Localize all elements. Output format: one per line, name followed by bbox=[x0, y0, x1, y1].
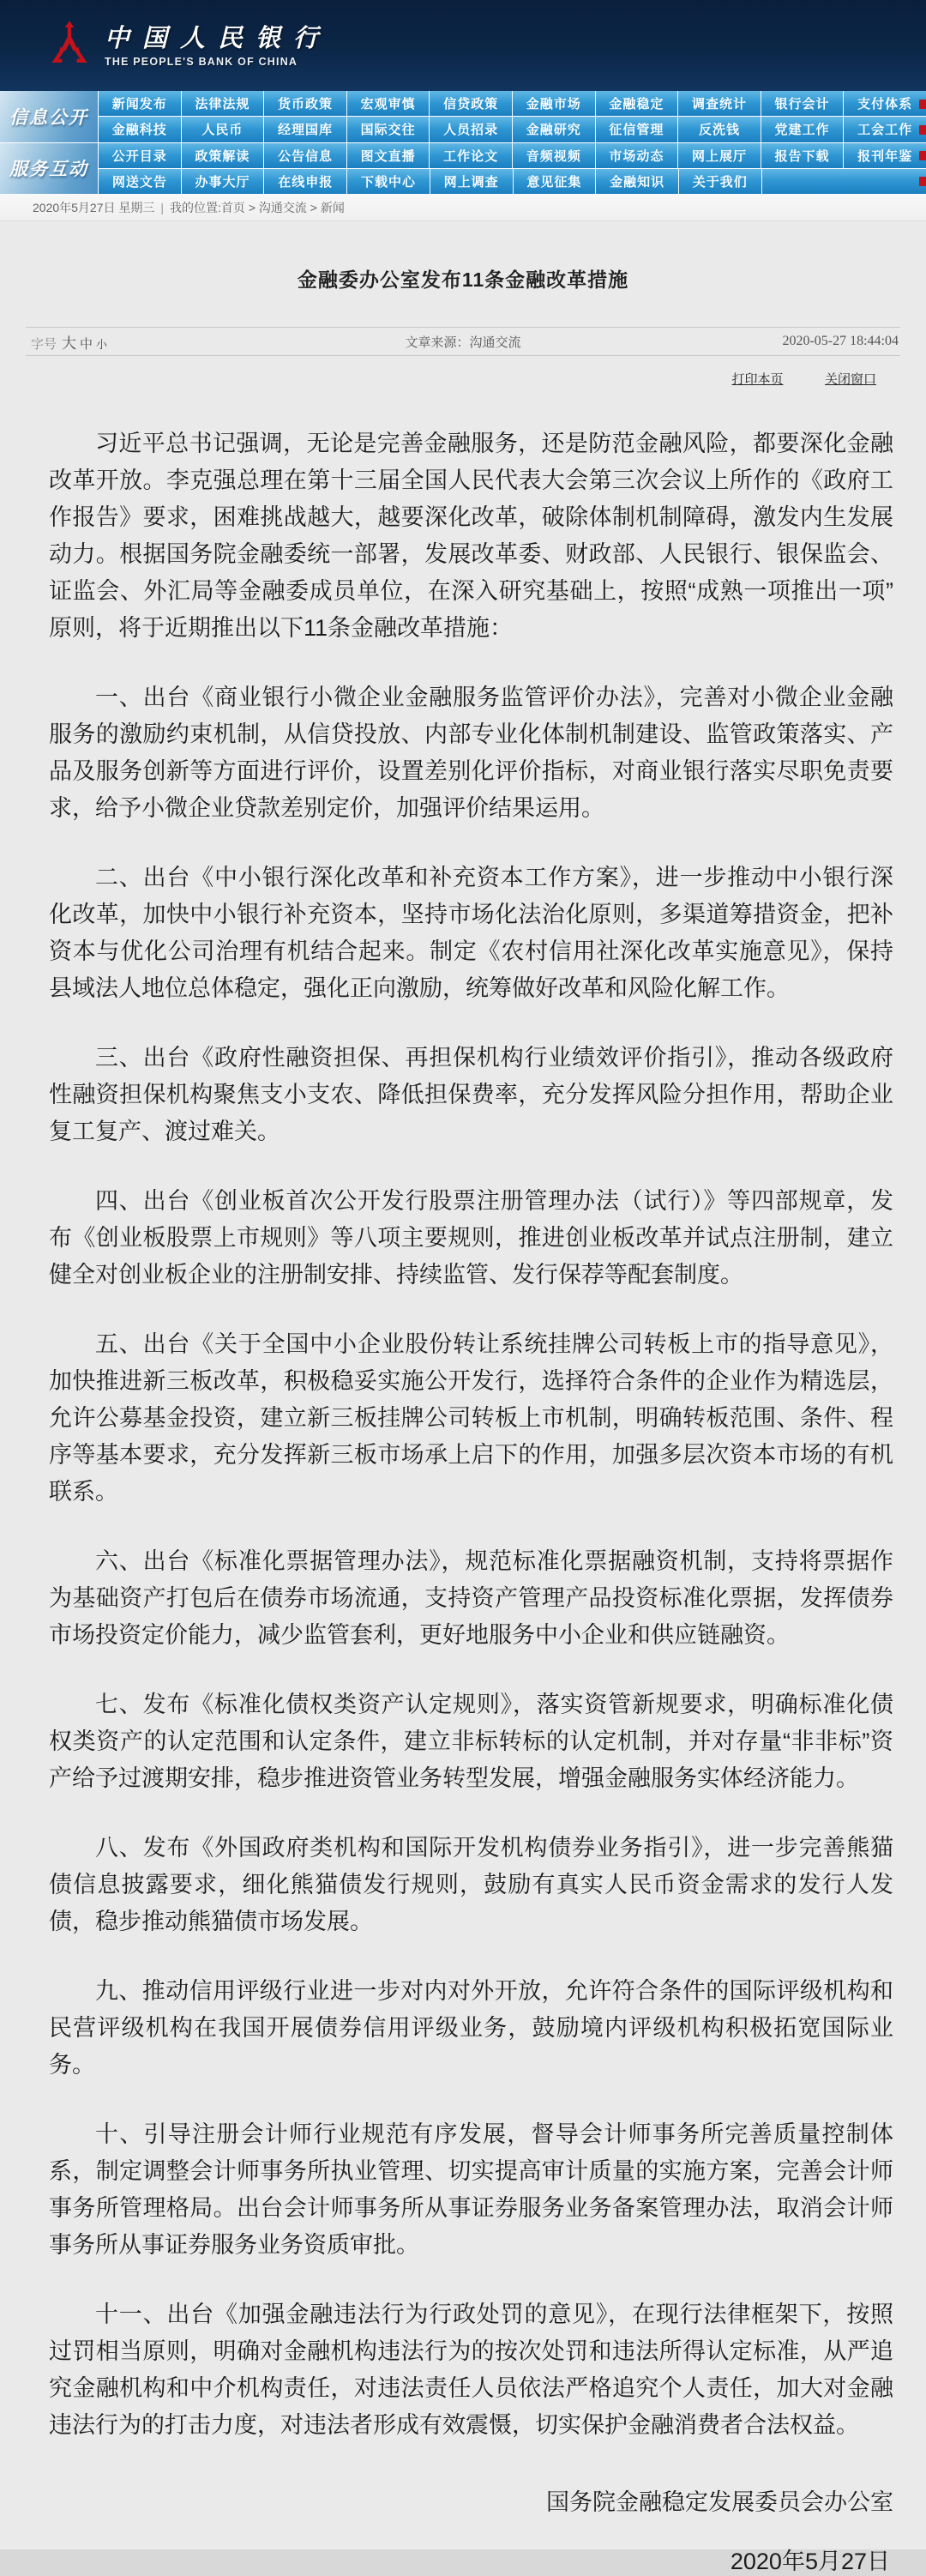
nav-item-r3-c1[interactable]: 公开目录 bbox=[99, 143, 182, 168]
article-body bbox=[49, 425, 893, 2444]
nav-item-r2-c2[interactable]: 人民币 bbox=[182, 117, 265, 142]
bank-name-cn: 中国人民银行 bbox=[105, 24, 332, 52]
nav-item-r2-c7[interactable]: 征信管理 bbox=[596, 117, 679, 142]
article-paragraph-9: 八、发布《外国政府类机构和国际开发机构债券业务指引》，进一步完善熊猫债信息披露要求，细化熊猫债发行规则，鼓励有真实人民币资金需求的发行人发债，稳步推动熊猫债市场发展。 bbox=[49, 1835, 893, 1934]
nav-row-3 bbox=[99, 143, 926, 169]
nav-item-r1-c8[interactable]: 调查统计 bbox=[678, 91, 761, 116]
nav-section-service-interaction[interactable]: 服务互动 bbox=[0, 143, 99, 195]
font-size-medium-button[interactable]: 中 bbox=[80, 336, 93, 352]
nav-item-r2-c10[interactable]: 工会工作 bbox=[844, 117, 926, 142]
nav-item-r1-c10[interactable]: 支付体系 bbox=[844, 91, 926, 116]
nav-item-r1-c4[interactable]: 宏观审慎 bbox=[347, 91, 430, 116]
article-source bbox=[26, 333, 900, 351]
nav-item-r3-c4[interactable]: 图文直播 bbox=[347, 143, 430, 168]
nav-item-r4-c2[interactable]: 办事大厅 bbox=[182, 169, 265, 194]
nav-item-r4-c5[interactable]: 网上调查 bbox=[430, 169, 514, 194]
nav-item-r2-c5[interactable]: 人员招录 bbox=[430, 117, 513, 142]
nav-grid bbox=[99, 91, 926, 194]
article-paragraph-12: 十一、出台《加强金融违法行为行政处罚的意见》，在现行法律框架下，按照过罚相当原则，明确对金融机构违法行为的按次处罚和违法所得认定标准，从严追究金融机构和中介机构责任，对违法责任人员依法严格追究个人责任，加大对金融违法行为的打击力度，对违法者形成有效震慑，切实保护金融消费者合法权益。 bbox=[49, 2302, 893, 2438]
main-nav bbox=[0, 91, 926, 194]
article-paragraph-6: 五、出台《关于全国中小企业股份转让系统挂牌公司转板上市的指导意见》，加快推进新三板改革，积极稳妥实施公开发行，选择符合条件的企业作为精选层，允许公募基金投资，建立新三板挂牌公司转板上市机制，明确转板范围、条件、程序等基本要求，充分发挥新三板市场承上启下的作用，加强多层次资本市场的有机联系。 bbox=[49, 1331, 893, 1505]
article-sign-date: 2020年5月27日 bbox=[730, 2549, 890, 2574]
nav-item-r1-c1[interactable]: 新闻发布 bbox=[99, 91, 182, 116]
source-label: 文章来源： bbox=[405, 335, 470, 350]
article-paragraph-10: 九、推动信用评级行业进一步对内对外开放，允许符合条件的国际评级机构和民营评级机构在我国开展债券信用评级业务，鼓励境内评级机构积极拓宽国际业务。 bbox=[49, 1978, 893, 2078]
breadcrumb-path[interactable]: 我的位置:首页 > 沟通交流 > 新闻 bbox=[170, 201, 345, 214]
article-paragraph-4: 三、出台《政府性融资担保、再担保机构行业绩效评价指引》，推动各级政府性融资担保机构聚焦支小支农、降低担保费率，充分发挥风险分担作用，帮助企业复工复产、渡过难关。 bbox=[49, 1045, 893, 1144]
nav-item-r3-c5[interactable]: 工作论文 bbox=[430, 143, 513, 168]
nav-item-r3-c8[interactable]: 网上展厅 bbox=[678, 143, 761, 168]
nav-item-r2-c8[interactable]: 反洗钱 bbox=[678, 117, 761, 142]
nav-item-r4-c6[interactable]: 意见征集 bbox=[514, 169, 597, 194]
site-header bbox=[0, 0, 926, 91]
nav-item-r3-c3[interactable]: 公告信息 bbox=[264, 143, 347, 168]
source-value[interactable]: 沟通交流 bbox=[469, 335, 521, 350]
article-paragraph-7: 六、出台《标准化票据管理办法》，规范标准化票据融资机制，支持将票据作为基础资产打包后在债券市场流通，支持资产管理产品投资标准化票据，发挥债券市场投资定价能力，减少监管套利，更好地服务中小企业和供应链融资。 bbox=[49, 1548, 893, 1648]
nav-arrow-icon bbox=[919, 177, 926, 186]
font-size-small-button[interactable]: 小 bbox=[96, 337, 108, 351]
nav-item-r4-c4[interactable]: 下载中心 bbox=[347, 169, 430, 194]
breadcrumb-separator: | bbox=[160, 201, 165, 214]
nav-item-r4-c8[interactable]: 关于我们 bbox=[679, 169, 762, 194]
article-paragraph-11: 十、引导注册会计师行业规范有序发展，督导会计师事务所完善质量控制体系，制定调整会计师事务所执业管理、切实提高审计质量的实施方案，完善会计师事务所管理格局。出台会计师事务所从事证券服务业务备案管理办法，取消会计师事务所从事证券服务业务资质审批。 bbox=[49, 2121, 893, 2258]
nav-item-r2-c9[interactable]: 党建工作 bbox=[761, 117, 845, 142]
article-paragraph-1: 习近平总书记强调，无论是完善金融服务，还是防范金融风险，都要深化金融改革开放。李克强总理在第十三届全国人民代表大会第三次会议上所作的《政府工作报告》要求，困难挑战越大，越要深化改革，破除体制机制障碍，激发内生发展动力。根据国务院金融委统一部署，发展改革委、财政部、人民银行、银保监会、证监会、外汇局等金融委成员单位，在深入研究基础上，按照“成熟一项推出一项”原则，将于近期推出以下11条金融改革措施： bbox=[49, 431, 893, 641]
article-meta-bar bbox=[26, 327, 900, 356]
nav-item-r4-c3[interactable]: 在线申报 bbox=[264, 169, 347, 194]
nav-item-r1-c3[interactable]: 货币政策 bbox=[264, 91, 347, 116]
nav-item-r4-c1[interactable]: 网送文告 bbox=[99, 169, 182, 194]
nav-section-column bbox=[0, 91, 99, 194]
brand-text bbox=[105, 24, 331, 68]
nav-item-r3-c10[interactable]: 报刊年鉴 bbox=[844, 143, 926, 168]
breadcrumb-date: 2020年5月27日 星期三 bbox=[33, 201, 155, 214]
nav-item-r4-c7[interactable]: 金融知识 bbox=[596, 169, 679, 194]
nav-item-r3-c7[interactable]: 市场动态 bbox=[596, 143, 679, 168]
nav-arrow-icon bbox=[919, 125, 926, 135]
print-page-link[interactable]: 打印本页 bbox=[731, 372, 784, 387]
nav-item-r1-c7[interactable]: 金融稳定 bbox=[596, 91, 679, 116]
article-paragraph-8: 七、发布《标准化债权类资产认定规则》，落实资管新规要求，明确标准化债权类资产的认定范围和认定条件，建立非标转标的认定机制，并对存量“非非标”资产给予过渡期安排，稳步推进资管业务转型发展，增强金融服务实体经济能力。 bbox=[49, 1692, 893, 1791]
nav-item-r2-c6[interactable]: 金融研究 bbox=[513, 117, 596, 142]
nav-row-2 bbox=[99, 117, 926, 142]
page-actions bbox=[0, 370, 876, 388]
nav-item-r1-c5[interactable]: 信贷政策 bbox=[430, 91, 513, 116]
nav-item-r2-c4[interactable]: 国际交往 bbox=[347, 117, 430, 142]
nav-item-r1-c2[interactable]: 法律法规 bbox=[182, 91, 265, 116]
nav-item-r2-c1[interactable]: 金融科技 bbox=[99, 117, 182, 142]
article-paragraph-2: 一、出台《商业银行小微企业金融服务监管评价办法》，完善对小微企业金融服务的激励约束机制，从信贷投放、内部专业化体制机制建设、监管政策落实、产品及服务创新等方面进行评价，设置差别化评价指标，对商业银行落实尽职免责要求，给予小微企业贷款差别定价，加强评价结果运用。 bbox=[49, 685, 893, 821]
nav-item-r3-c9[interactable]: 报告下载 bbox=[761, 143, 845, 168]
nav-item-r3-c2[interactable]: 政策解读 bbox=[182, 143, 265, 168]
font-size-large-button[interactable]: 大 bbox=[62, 335, 77, 352]
nav-item-r3-c6[interactable]: 音频视频 bbox=[513, 143, 596, 168]
article-signature: 国务院金融稳定发展委员会办公室 bbox=[546, 2489, 893, 2515]
nav-section-information-disclosure[interactable]: 信息公开 bbox=[0, 91, 99, 143]
font-size-label: 字号 bbox=[31, 336, 57, 352]
nav-arrow-icon bbox=[919, 151, 926, 160]
article-container bbox=[0, 264, 926, 2576]
page-title: 金融委办公室发布11条金融改革措施 bbox=[297, 268, 629, 291]
pboc-logo-icon[interactable] bbox=[46, 19, 93, 72]
article-datetime: 2020-05-27 18:44:04 bbox=[782, 334, 899, 348]
bank-name-en: THE PEOPLE'S BANK OF CHINA bbox=[105, 55, 298, 68]
breadcrumb bbox=[0, 194, 926, 221]
nav-empty-space bbox=[762, 169, 926, 194]
nav-item-r1-c6[interactable]: 金融市场 bbox=[513, 91, 596, 116]
nav-arrow-icon bbox=[919, 100, 926, 109]
article-paragraph-3: 二、出台《中小银行深化改革和补充资本工作方案》，进一步推动中小银行深化改革，加快中小银行补充资本，坚持市场化法治化原则，多渠道筹措资金，把补资本与优化公司治理有机结合起来。制定《农村信用社深化改革实施意见》，保持县域法人地位总体稳定，强化正向激励，统筹做好改革和风险化解工作。 bbox=[49, 865, 893, 1001]
nav-item-r2-c3[interactable]: 经理国库 bbox=[264, 117, 347, 142]
close-window-link[interactable]: 关闭窗口 bbox=[824, 372, 876, 387]
article-paragraph-5: 四、出台《创业板首次公开发行股票注册管理办法（试行）》等四部规章，发布《创业板股票上市规则》等八项主要规则，推进创业板改革并试点注册制，建立健全对创业板企业的注册制安排、持续监管、发行保荐等配套制度。 bbox=[49, 1188, 893, 1288]
nav-row-1 bbox=[99, 91, 926, 117]
nav-item-r1-c9[interactable]: 银行会计 bbox=[761, 91, 845, 116]
nav-row-4 bbox=[99, 169, 926, 194]
